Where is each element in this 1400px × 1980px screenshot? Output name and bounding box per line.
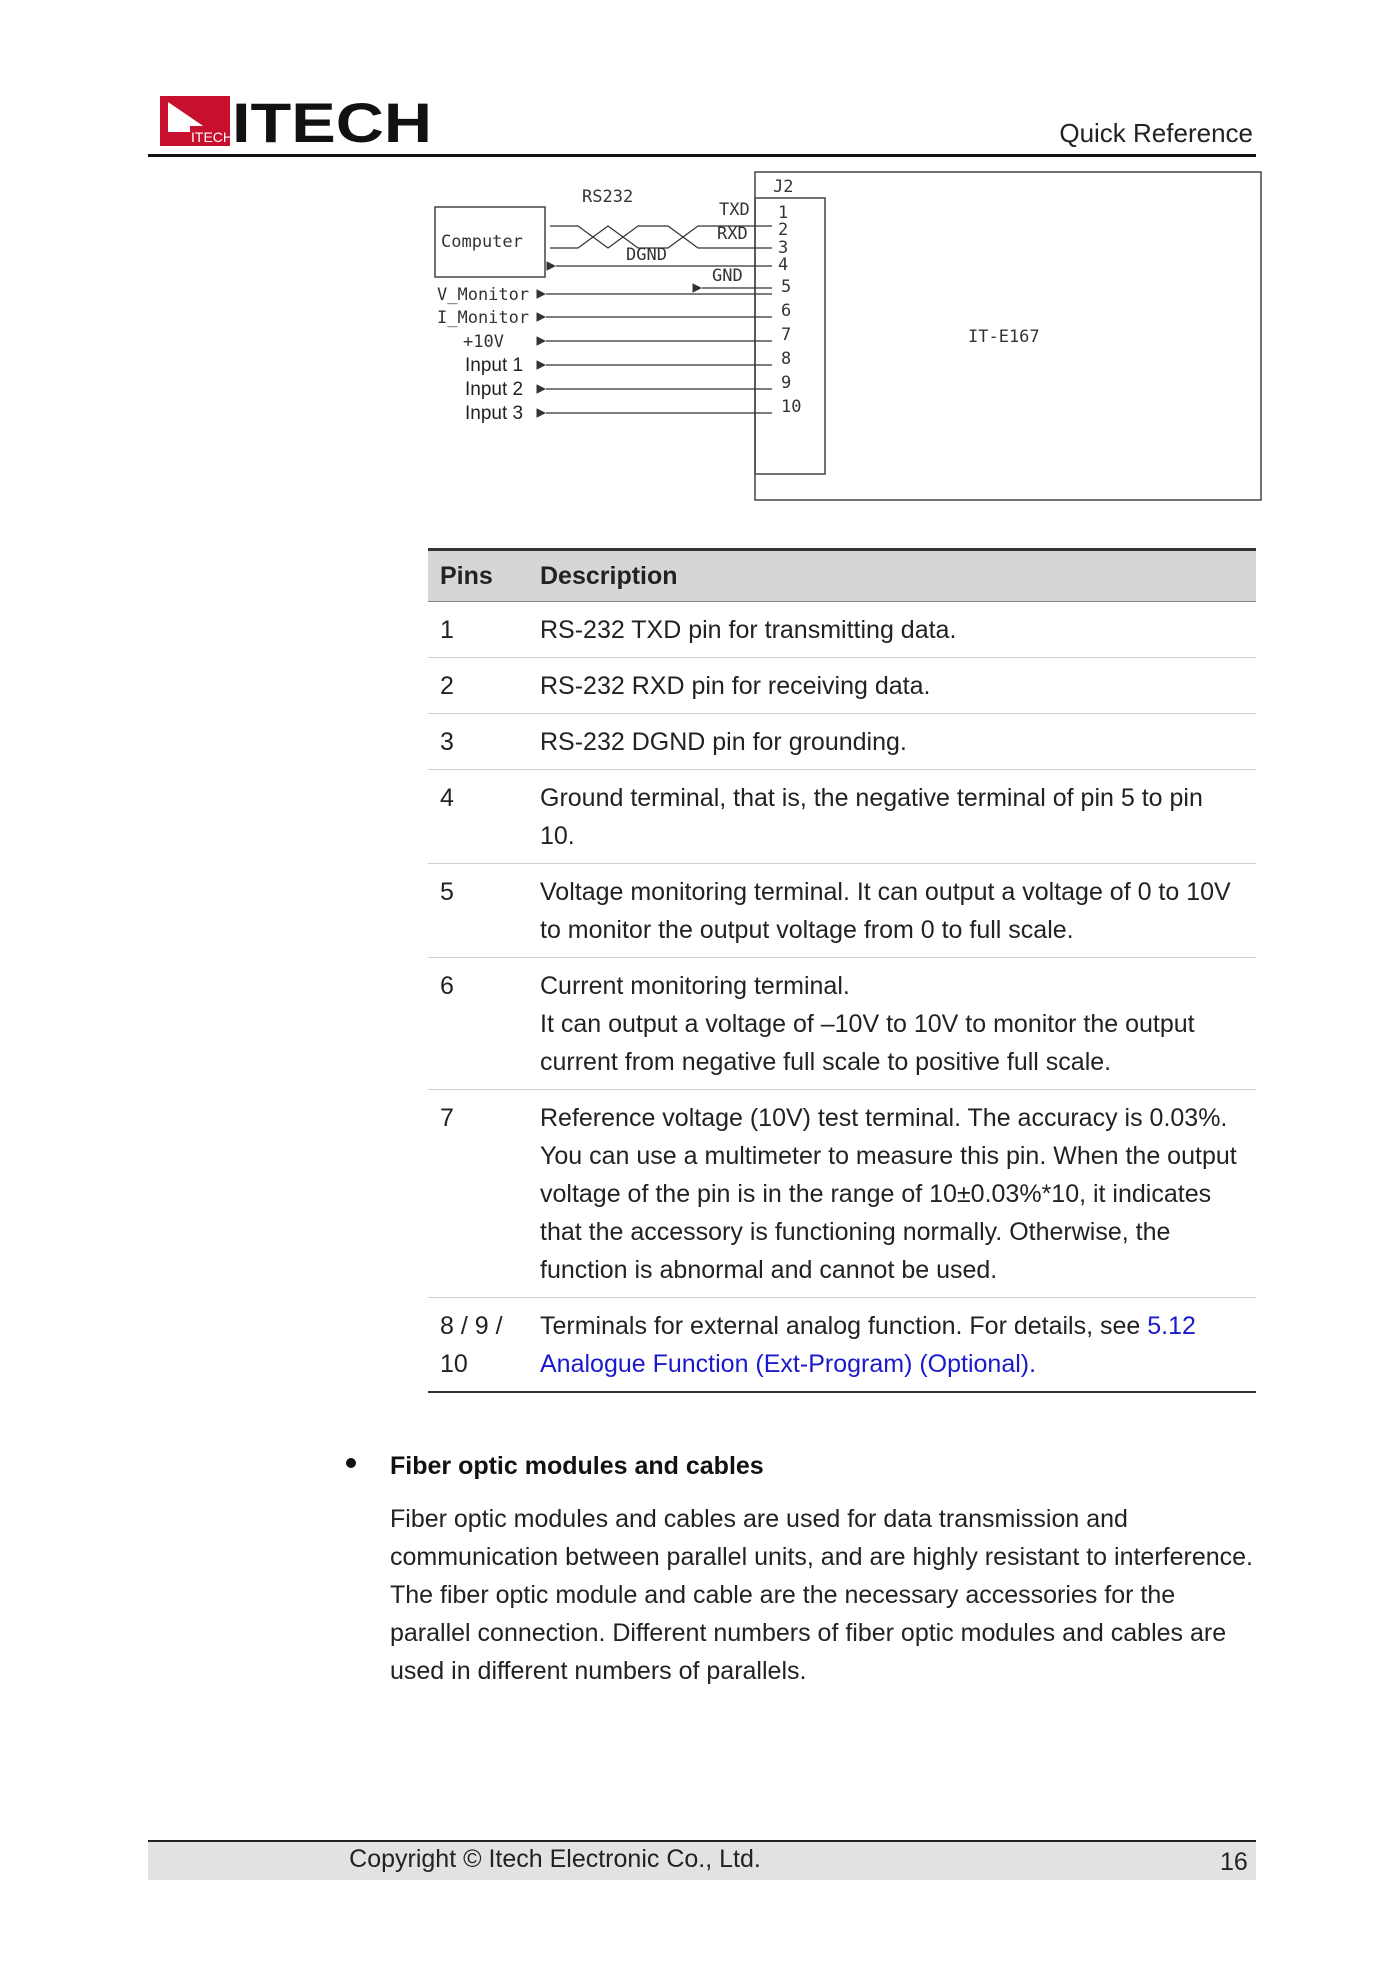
table-row xyxy=(428,1090,1256,1298)
pin-number-6: 6 xyxy=(781,301,792,321)
signal-lines xyxy=(437,285,772,424)
page-number: 16 xyxy=(1220,1848,1248,1876)
pin-numbers xyxy=(778,203,801,417)
pin-cell: 7 xyxy=(428,1090,528,1298)
pin-number-7: 7 xyxy=(781,325,792,345)
section-title: Quick Reference xyxy=(1059,118,1253,148)
fiber-paragraph: Fiber optic modules and cables are used for data transmission and communication between parallel units, and are highly resistant to interference. The fiber optic module and cable are the necessary accessories for the parallel connection. Different numbers of fiber optic modules and cables are used in different numbers of parallels. xyxy=(390,1505,1253,1685)
description-cell: Ground terminal, that is, the negative terminal of pin 5 to pin 10. xyxy=(528,770,1256,864)
description-cell: Voltage monitoring terminal. It can output a voltage of 0 to 10V to monitor the output voltage from 0 to full scale. xyxy=(528,864,1256,958)
pins-header: Pins xyxy=(428,550,528,602)
logo-badge-text: ITECH xyxy=(191,129,233,145)
rs232-label: RS232 xyxy=(582,187,634,207)
description-line: Current monitoring terminal. xyxy=(540,972,850,1000)
fiber-heading: Fiber optic modules and cables xyxy=(390,1452,764,1480)
signal-label: Input 3 xyxy=(465,403,524,424)
pin-number-1: 1 xyxy=(778,203,789,223)
description-header: Description xyxy=(528,550,1256,602)
signal-label: V_Monitor xyxy=(437,285,530,305)
bullet-icon xyxy=(346,1458,356,1468)
pin-number-4: 4 xyxy=(778,255,789,275)
signal-label: I_Monitor xyxy=(437,308,530,328)
table-row xyxy=(428,714,1256,770)
table-row xyxy=(428,602,1256,658)
j2-wiring-diagram xyxy=(430,168,1264,508)
pin-cell: 8 / 9 / 10 xyxy=(428,1298,528,1393)
signal-label: Input 2 xyxy=(465,379,524,400)
txd-label: TXD xyxy=(719,200,750,220)
pin-number-10: 10 xyxy=(781,397,802,417)
pin-cell: 1 xyxy=(428,602,528,658)
logo-wordmark: ITECH xyxy=(232,96,432,146)
description-cell: RS-232 TXD pin for transmitting data. xyxy=(528,602,1256,658)
device-label: IT-E167 xyxy=(968,327,1040,347)
pin-cell: 2 xyxy=(428,658,528,714)
pin-number-8: 8 xyxy=(781,349,792,369)
pin-number-2: 2 xyxy=(778,220,789,240)
table-row xyxy=(428,1298,1256,1393)
gnd-label: GND xyxy=(712,266,743,286)
pin-cell: 3 xyxy=(428,714,528,770)
j2-label: J2 xyxy=(773,177,794,197)
description-cell: Reference voltage (10V) test terminal. The accuracy is 0.03%. You can use a multimeter to measure this pin. When the output voltage of the pin is in the range of 10±0.03%*10, it indicates that the accessory is functioning normally. Otherwise, the function is abnormal and cannot be used. xyxy=(528,1090,1256,1298)
pin-number-3: 3 xyxy=(778,238,789,258)
signal-label: +10V xyxy=(463,332,504,352)
computer-label: Computer xyxy=(441,232,523,252)
itech-logo xyxy=(160,96,435,146)
table-row xyxy=(428,958,1256,1090)
description-cell: RS-232 RXD pin for receiving data. xyxy=(528,658,1256,714)
description-cell xyxy=(528,1298,1256,1393)
table-row xyxy=(428,864,1256,958)
pin-cell: 6 xyxy=(428,958,528,1090)
pin-number-5: 5 xyxy=(781,277,792,297)
table-row xyxy=(428,770,1256,864)
copyright-text: Copyright © Itech Electronic Co., Ltd. xyxy=(349,1845,761,1873)
description-text: Terminals for external analog function. For details, see xyxy=(540,1312,1148,1340)
description-cell xyxy=(528,958,1256,1090)
pin-description-table xyxy=(428,548,1256,1393)
header-rule xyxy=(148,154,1256,157)
pin-cell: 4 xyxy=(428,770,528,864)
dgnd-label: DGND xyxy=(626,245,667,265)
description-cell: RS-232 DGND pin for grounding. xyxy=(528,714,1256,770)
pin-number-9: 9 xyxy=(781,373,792,393)
table-header-row xyxy=(428,550,1256,602)
analogue-function-link[interactable]: 5.12 Analogue Function (Ext-Program) (Optional). xyxy=(540,1312,1196,1378)
rxd-label: RXD xyxy=(717,224,748,244)
pin-cell: 5 xyxy=(428,864,528,958)
table-row xyxy=(428,658,1256,714)
signal-label: Input 1 xyxy=(465,355,524,376)
description-line: It can output a voltage of –10V to 10V to monitor the output current from negative full scale to positive full scale. xyxy=(540,1010,1195,1076)
